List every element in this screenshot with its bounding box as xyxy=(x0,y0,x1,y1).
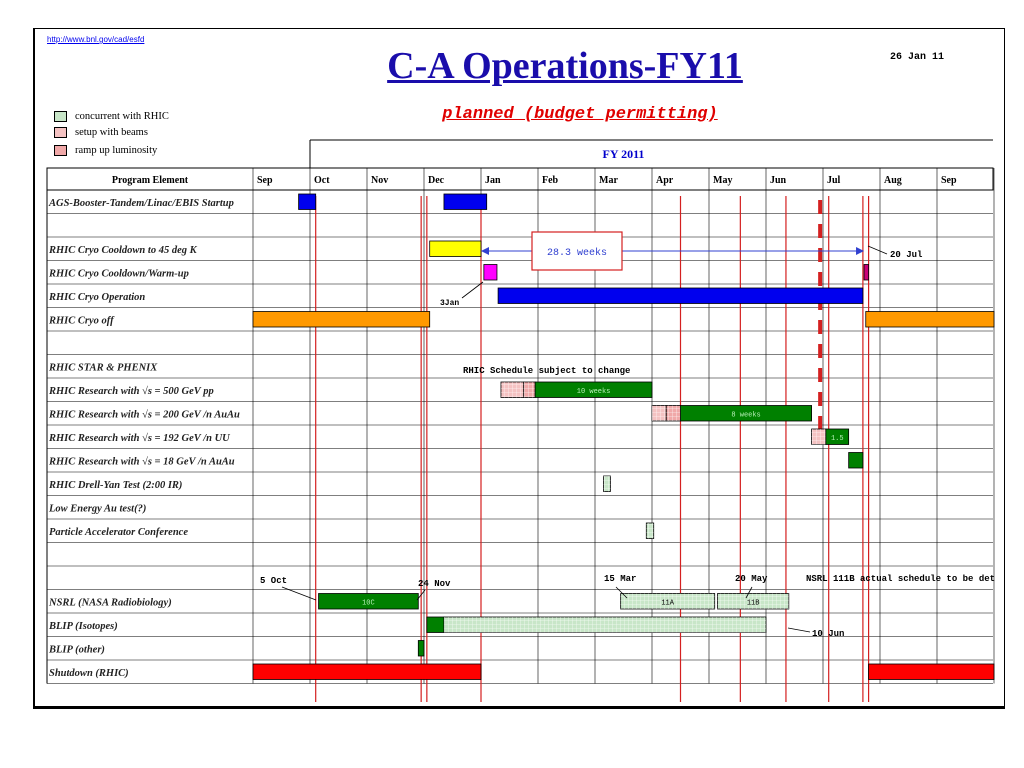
annotation-may20: 20 May xyxy=(735,574,768,584)
month-tick-label: Jan xyxy=(485,175,501,186)
row-label: AGS-Booster-Tandem/Linac/EBIS Startup xyxy=(49,198,234,209)
annotation-nsrl-note: NSRL 111B actual schedule to be det xyxy=(806,574,996,584)
gantt-bar-pattern xyxy=(652,406,666,422)
row-label: RHIC Research with √s = 192 GeV /n UU xyxy=(49,433,230,444)
annotation-jan3: 3Jan xyxy=(440,299,460,308)
gantt-bar xyxy=(253,312,430,328)
callout-line xyxy=(788,628,810,632)
fy-header-label: FY 2011 xyxy=(602,147,645,161)
annotation-schedule-note: RHIC Schedule subject to change xyxy=(463,366,631,376)
gantt-bar-pattern xyxy=(646,523,653,539)
row-label: BLIP (Isotopes) xyxy=(49,621,118,632)
gantt-bar-pattern xyxy=(604,476,611,492)
callout-line xyxy=(282,587,316,600)
column-header-program-element: Program Element xyxy=(111,175,189,186)
gantt-bar xyxy=(498,288,863,304)
gantt-bar-pattern xyxy=(524,382,535,398)
page-date: 26 Jan 11 xyxy=(890,52,945,63)
annotation-jun10: 10 Jun xyxy=(812,629,845,639)
row-label: RHIC Research with √s = 500 GeV pp xyxy=(49,386,214,397)
month-tick-label: Nov xyxy=(371,175,389,186)
gantt-bar-label: 10C xyxy=(362,599,375,608)
callout-line xyxy=(462,282,483,298)
gantt-bar-pattern xyxy=(501,382,524,398)
annotation-mar15: 15 Mar xyxy=(604,574,637,584)
source-url-link[interactable]: http://www.bnl.gov/cad/esfd xyxy=(47,35,145,44)
gantt-bar xyxy=(864,265,869,281)
month-tick-label: Sep xyxy=(941,175,957,186)
gantt-bar xyxy=(444,194,487,210)
row-label: RHIC Research with √s = 18 GeV /n AuAu xyxy=(49,456,235,468)
month-tick-label: May xyxy=(713,175,733,186)
annotation-jul20: 20 Jul xyxy=(890,250,923,260)
gantt-bar xyxy=(484,265,497,281)
legend-label: concurrent with RHIC xyxy=(75,111,169,122)
month-tick-label: Sep xyxy=(257,175,273,186)
row-label: RHIC Cryo Operation xyxy=(49,292,146,303)
row-label: RHIC Drell-Yan Test (2:00 IR) xyxy=(49,480,183,491)
gantt-bar xyxy=(418,641,424,657)
gantt-bar xyxy=(427,617,444,633)
gantt-bar-label: 8 weeks xyxy=(731,411,761,420)
gantt-bar-label: 1.5 xyxy=(830,434,844,443)
gantt-bar xyxy=(869,664,994,680)
month-tick-label: Aug xyxy=(884,175,902,186)
legend-label: ramp up luminosity xyxy=(75,145,158,156)
header-row-border xyxy=(47,168,993,190)
month-tick-label: Mar xyxy=(599,175,618,186)
callout-line xyxy=(868,246,887,254)
row-label: Low Energy Au test(?) xyxy=(49,503,147,515)
row-label: RHIC Research with √s = 200 GeV /n AuAu xyxy=(49,409,240,421)
weeks-annotation-text: 28.3 weeks xyxy=(546,248,608,259)
month-tick-label: Dec xyxy=(428,175,445,186)
gantt-bar xyxy=(430,241,481,257)
gantt-bar-pattern xyxy=(666,406,680,422)
row-label: Particle Accelerator Conference xyxy=(49,527,188,538)
gantt-bar xyxy=(849,453,863,469)
month-tick-label: Jul xyxy=(827,175,841,186)
annotation-nov24: 24 Nov xyxy=(418,579,451,589)
gantt-bar-label: 10 weeks xyxy=(576,387,611,396)
row-label: BLIP (other) xyxy=(49,644,105,656)
gantt-bar-pattern xyxy=(812,429,826,445)
row-label: NSRL (NASA Radiobiology) xyxy=(49,597,172,609)
gantt-bar xyxy=(299,194,316,210)
gantt-bar-label: 11A xyxy=(661,599,674,608)
month-tick-label: Oct xyxy=(314,175,330,186)
month-tick-label: Apr xyxy=(656,175,674,186)
row-label: RHIC STAR & PHENIX xyxy=(49,362,158,374)
gantt-bar xyxy=(866,312,994,328)
month-tick-label: Feb xyxy=(542,175,559,186)
month-tick-label: Jun xyxy=(770,175,787,186)
page-subtitle: planned (budget permitting) xyxy=(442,105,718,124)
row-label: RHIC Cryo Cooldown/Warm-up xyxy=(49,268,189,280)
gantt-bar-label: 11B xyxy=(746,599,760,608)
weeks-arrowhead-left xyxy=(481,247,489,255)
annotation-oct5: 5 Oct xyxy=(260,576,288,586)
row-label: RHIC Cryo off xyxy=(49,315,114,327)
gantt-bar-pattern xyxy=(444,617,766,633)
page-title: C-A Operations-FY11 xyxy=(387,45,743,87)
legend-label: setup with beams xyxy=(75,127,148,138)
gantt-bar xyxy=(253,664,481,680)
row-label: Shutdown (RHIC) xyxy=(49,668,129,679)
row-label: RHIC Cryo Cooldown to 45 deg K xyxy=(49,245,197,256)
